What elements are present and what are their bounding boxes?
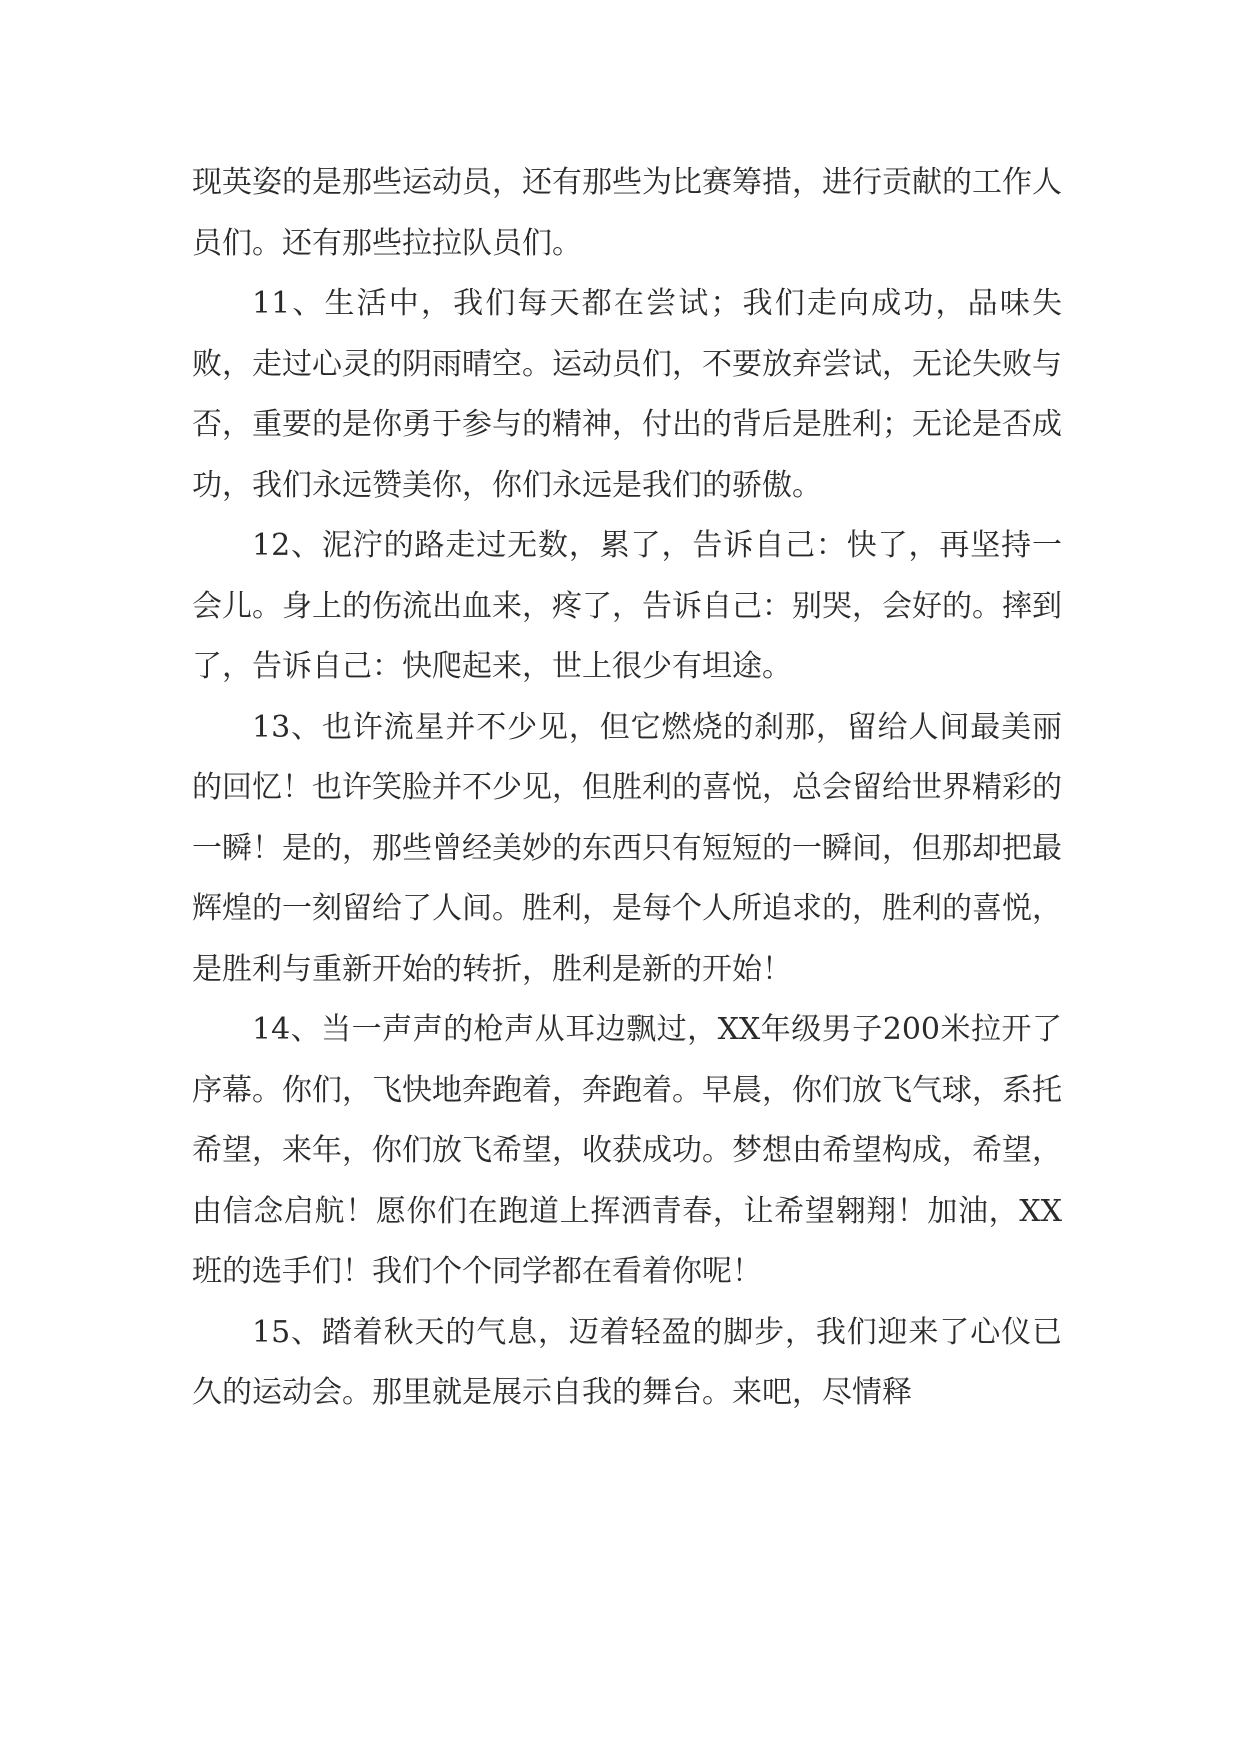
paragraph-item-13: 13、也许流星并不少见，但它燃烧的刹那，留给人间最美丽的回忆！也许笑脸并不少见，但胜利的喜悦，总会留给世界精彩的一瞬！是的，那些曾经美妙的东西只有短短的一瞬间，但那却把最辉煌的一刻留给了人间。胜利，是每个人所追求的，胜利的喜悦，是胜利与重新开始的转折，胜利是新的开始！	[192, 709, 1062, 987]
document-body	[192, 153, 1062, 1424]
paragraph-continuation: 现英姿的是那些运动员，还有那些为比赛筹措，进行贡献的工作人员们。还有那些拉拉队员们。	[192, 165, 1062, 261]
paragraph-item-14: 14、当一声声的枪声从耳边飘过，XX年级男子200米拉开了序幕。你们，飞快地奔跑着，奔跑着。早晨，你们放飞气球，系托希望，来年，你们放飞希望，收获成功。梦想由希望构成，希望，由信念启航！愿你们在跑道上挥洒青春，让希望翱翔！加油，XX班的选手们！我们个个同学都在看着你呢！	[192, 1012, 1062, 1289]
paragraph-item-11: 11、生活中，我们每天都在尝试；我们走向成功，品味失败，走过心灵的阴雨晴空。运动员们，不要放弃尝试，无论失败与否，重要的是你勇于参与的精神，付出的背后是胜利；无论是否成功，我们永远赞美你，你们永远是我们的骄傲。	[192, 286, 1062, 503]
paragraph-item-12: 12、泥泞的路走过无数，累了，告诉自己：快了，再坚持一会儿。身上的伤流出血来，疼了，告诉自己：别哭，会好的。摔到了，告诉自己：快爬起来，世上很少有坦途。	[192, 528, 1062, 684]
paragraph-item-15: 15、踏着秋天的气息，迈着轻盈的脚步，我们迎来了心仪已久的运动会。那里就是展示自我的舞台。来吧，尽情释	[192, 1314, 1062, 1410]
